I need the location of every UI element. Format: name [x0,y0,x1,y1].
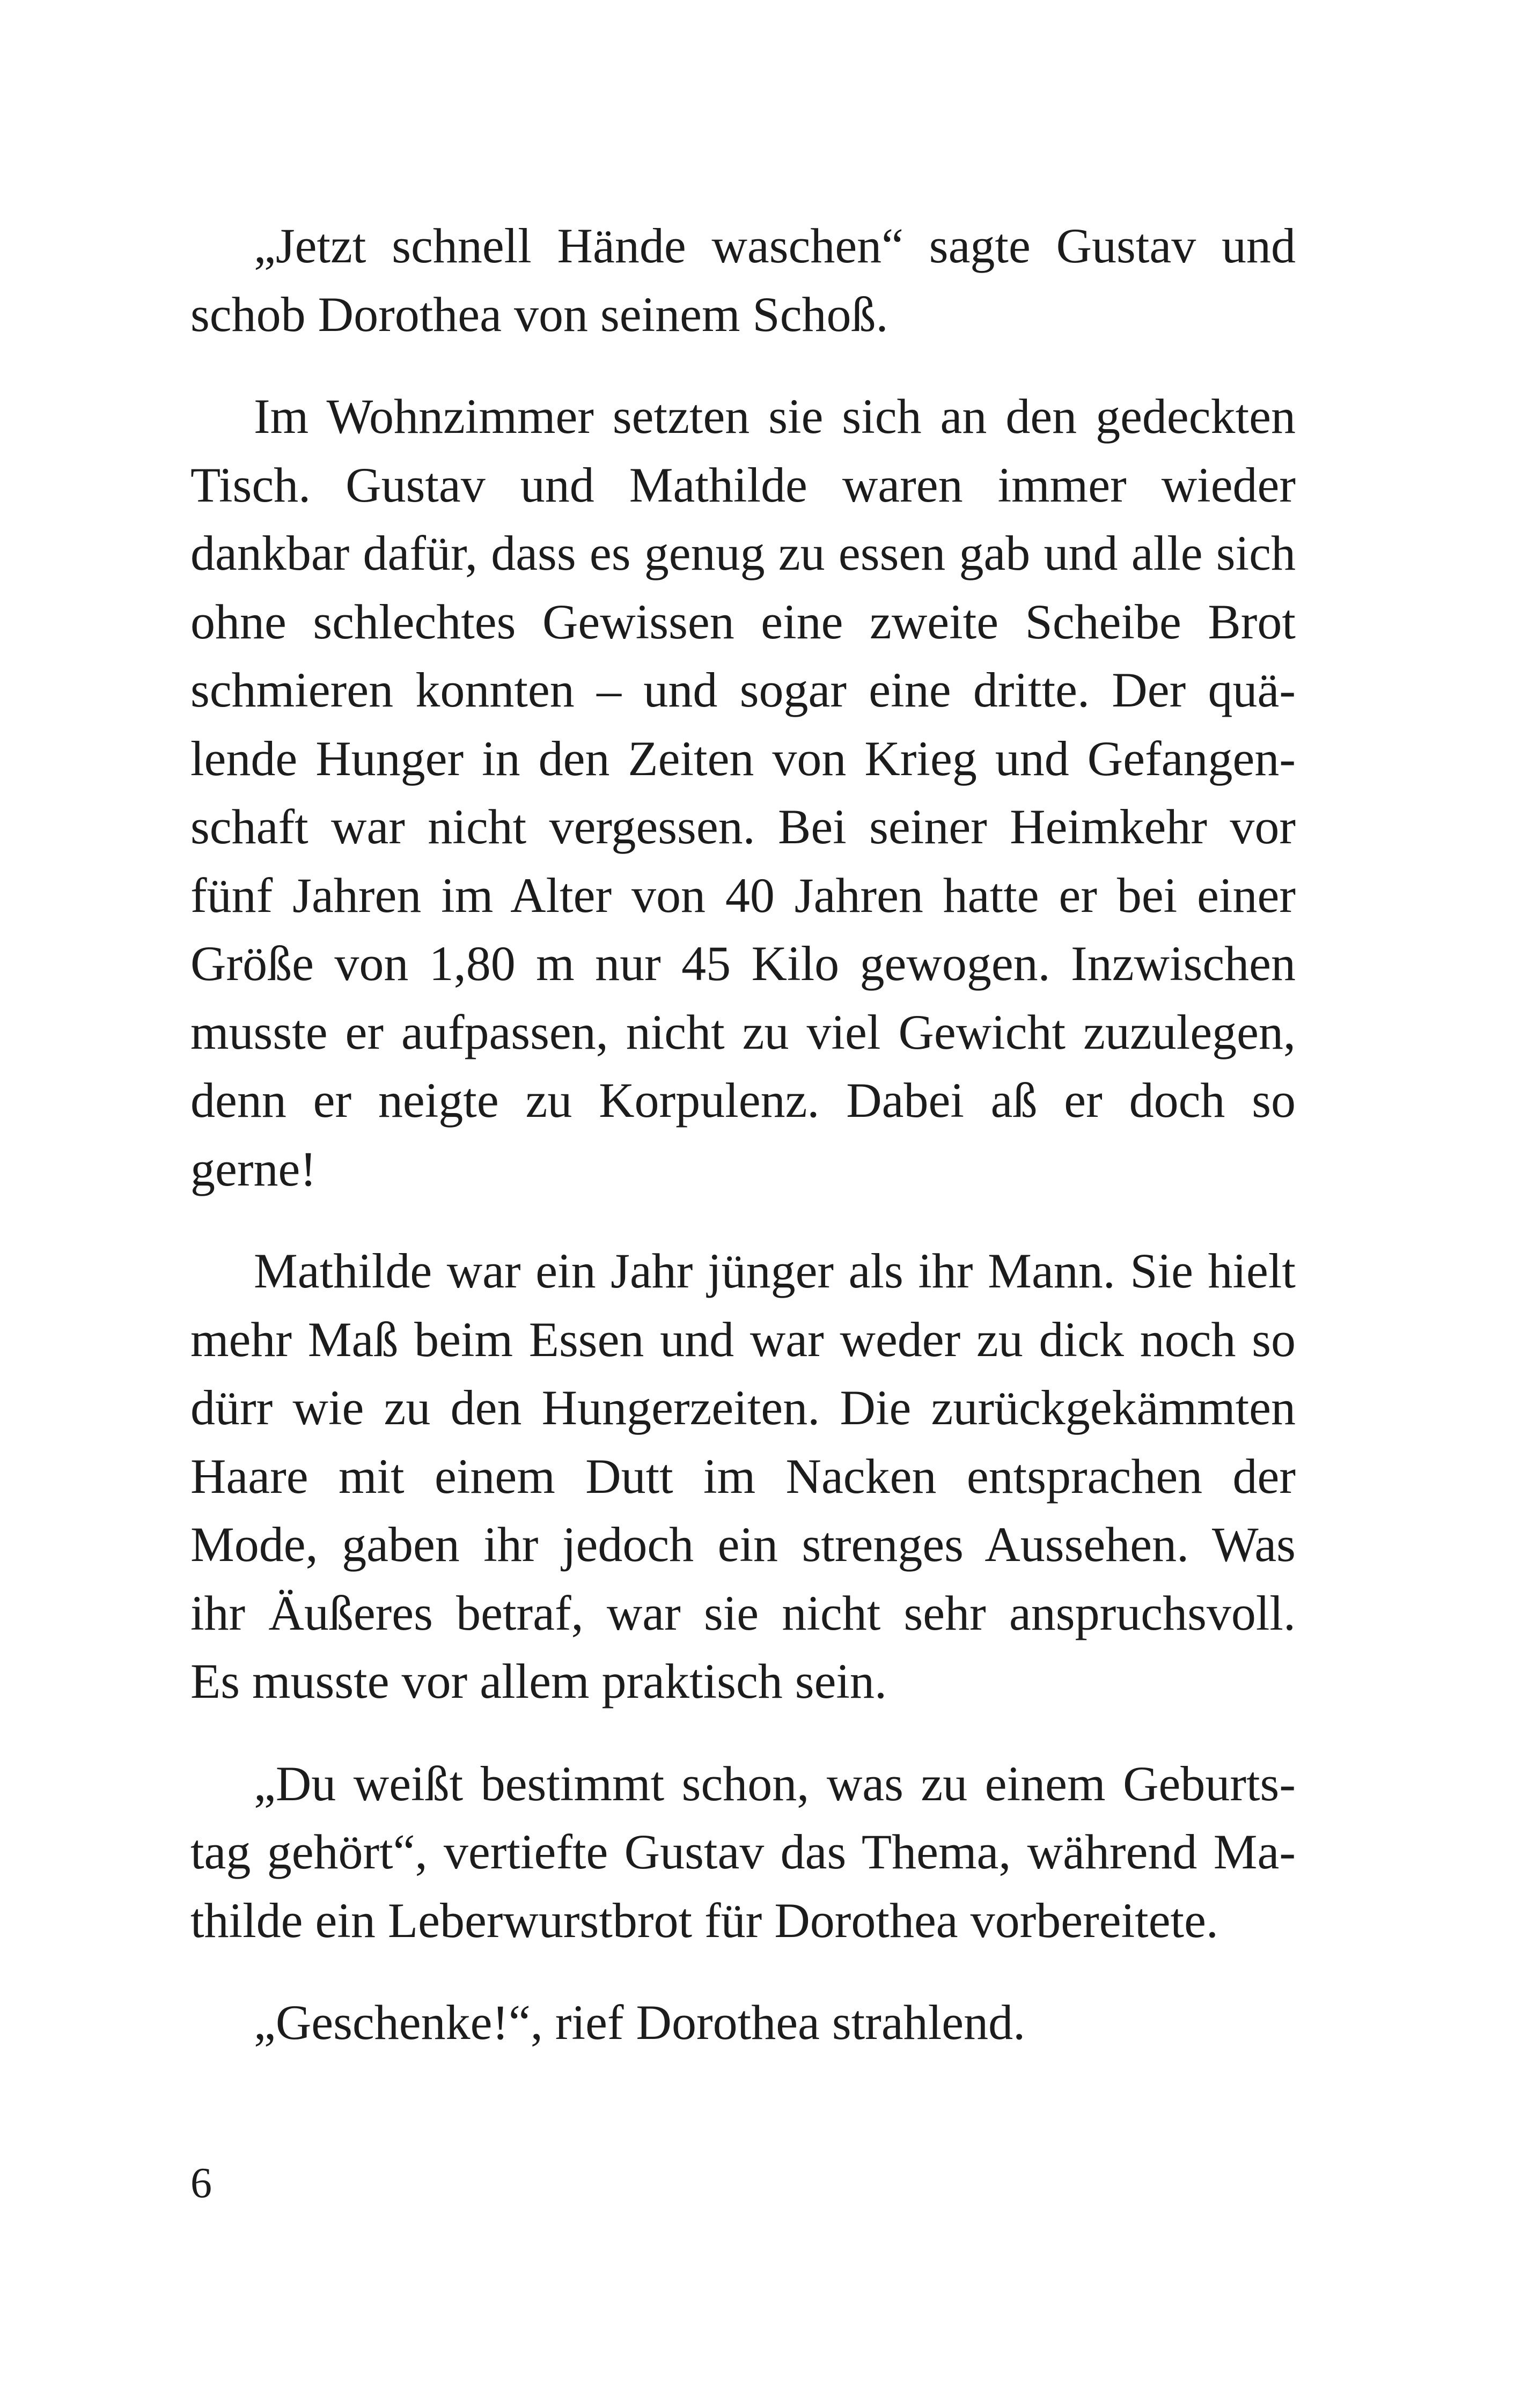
text-line: thilde ein Leberwurstbrot für Dorothea vorbereitete. [190,1892,1218,1948]
paragraph-5 [190,1989,1296,2057]
text-line: Haare mit einem Dutt im Nacken entsprachen der [190,1448,1296,1504]
text-line: fünf Jahren im Alter von 40 Jahren hatte er bei einer [190,867,1296,923]
text-line: denn er neigte zu Korpulenz. Dabei aß er doch so [190,1073,1296,1128]
text-line: dürr wie zu den Hungerzeiten. Die zurückgekämmten [190,1380,1296,1435]
body-text [190,212,1296,2057]
text-line: gerne! [190,1141,317,1196]
paragraph-gap [190,1716,1296,1750]
text-line: schmieren konnten – und sogar eine dritte. Der quä- [190,662,1296,717]
text-line: „Jetzt schnell Hände waschen“ sagte Gustav und [254,218,1296,273]
paragraph-gap [190,1203,1296,1237]
paragraph-4 [190,1750,1296,1955]
text-line: Mode, gaben ihr jedoch ein strenges Aussehen. Was [190,1517,1296,1572]
text-line: „Geschenke!“, rief Dorothea strahlend. [254,1995,1026,2050]
text-line: schob Dorothea von seinem Schoß. [190,286,888,342]
text-line: Größe von 1,80 m nur 45 Kilo gewogen. Inzwischen [190,936,1296,991]
text-line: dankbar dafür, dass es genug zu essen gab und alle sich [190,526,1296,580]
text-line: Im Wohnzimmer setzten sie sich an den gedeckten [254,389,1296,444]
text-line: musste er aufpassen, nicht zu viel Gewicht zuzulegen, [190,1004,1296,1059]
paragraph-2 [190,382,1296,1203]
text-line: ihr Äußeres betraf, war sie nicht sehr anspruchsvoll. [190,1585,1296,1640]
text-line: mehr Maß beim Essen und war weder zu dick noch so [190,1312,1296,1367]
page-number: 6 [190,2160,212,2207]
text-line: Tisch. Gustav und Mathilde waren immer wieder [190,457,1296,512]
text-line: ohne schlechtes Gewissen eine zweite Scheibe Brot [190,594,1296,649]
text-line: tag gehört“, vertiefte Gustav das Thema, während Ma- [190,1824,1296,1879]
paragraph-1 [190,212,1296,349]
text-line: Es musste vor allem praktisch sein. [190,1654,887,1709]
paragraph-gap [190,349,1296,382]
text-line: Mathilde war ein Jahr jünger als ihr Mann. Sie hielt [254,1243,1296,1298]
paragraph-gap [190,1955,1296,1989]
text-line: lende Hunger in den Zeiten von Krieg und Gefangen- [190,731,1296,786]
text-line: schaft war nicht vergessen. Bei seiner Heimkehr vor [190,799,1296,854]
text-line: „Du weißt bestimmt schon, was zu einem Geburts- [254,1756,1296,1811]
paragraph-3 [190,1237,1296,1716]
